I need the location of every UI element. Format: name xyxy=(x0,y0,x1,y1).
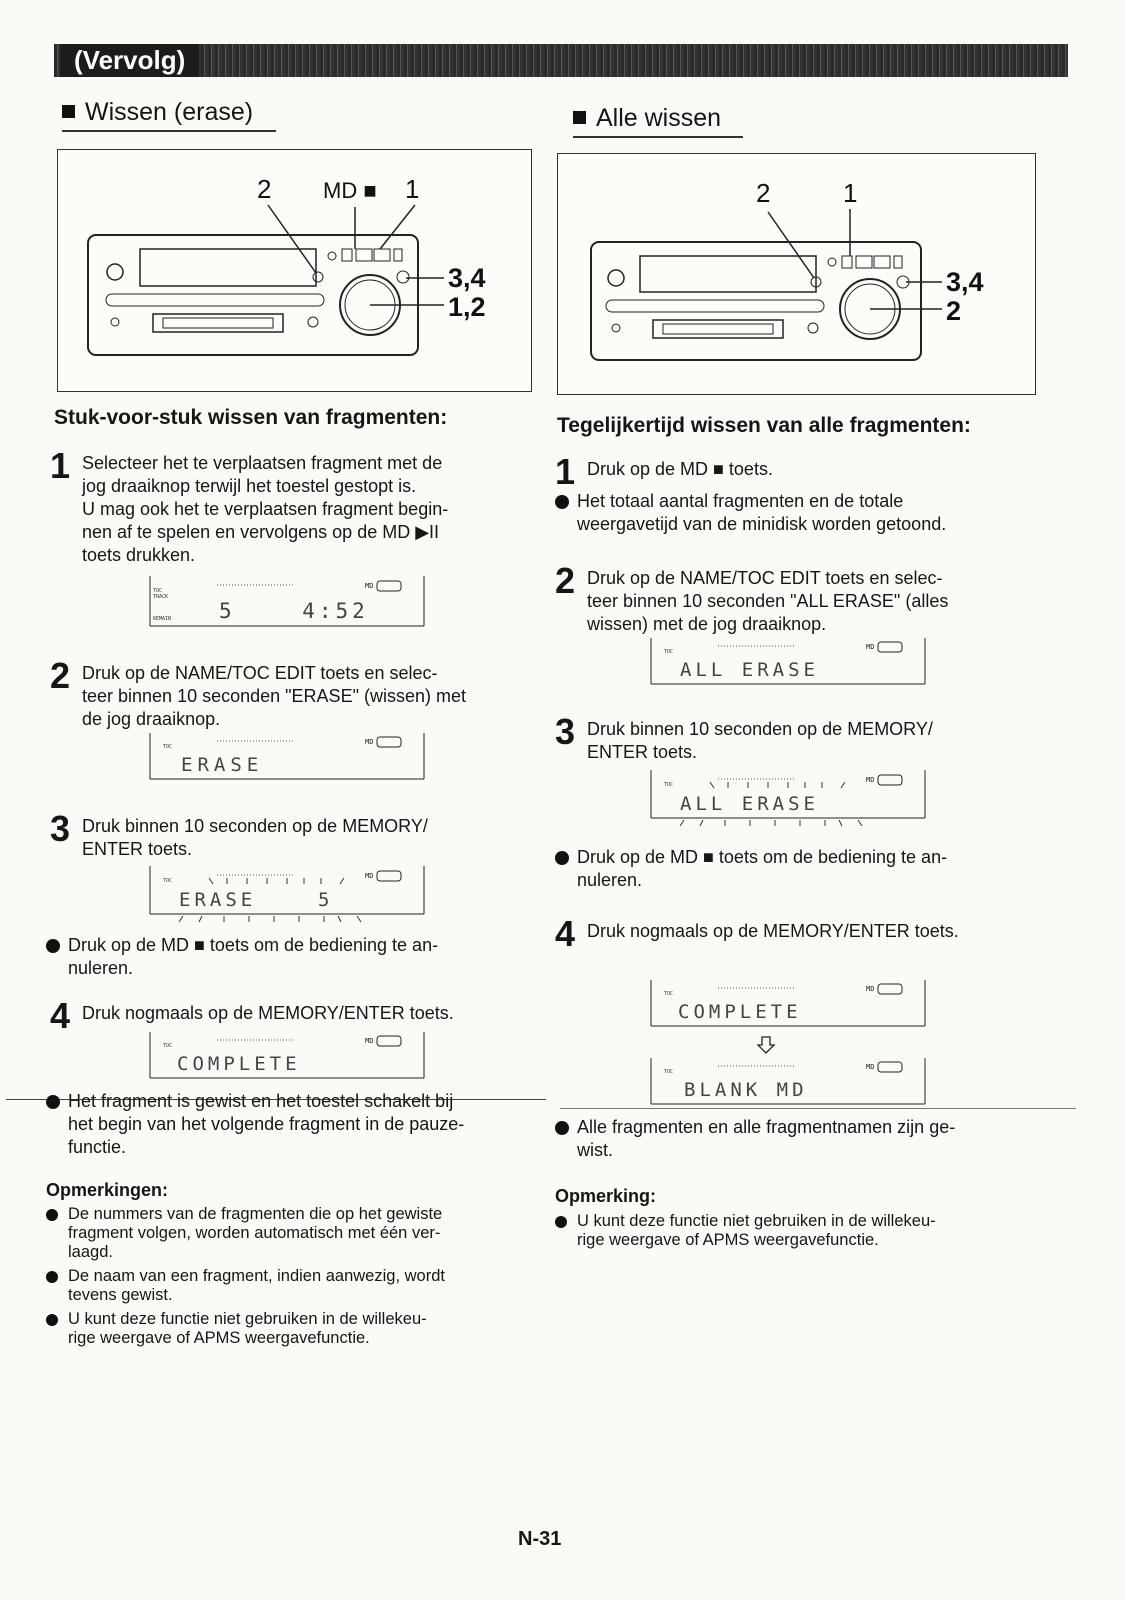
remark-line: laagd. xyxy=(68,1243,113,1261)
section-title-left xyxy=(62,98,276,132)
left-remark-2 xyxy=(46,1267,548,1305)
step-line: Druk binnen 10 seconden op de MEMORY/ xyxy=(82,816,428,836)
step-line: Druk op de NAME/TOC EDIT toets en selec- xyxy=(82,663,438,683)
header-bar xyxy=(54,44,1068,77)
page-number: N-31 xyxy=(518,1528,562,1550)
left-step-1 xyxy=(50,445,530,567)
step-number: 3 xyxy=(555,711,576,752)
right-step-1 xyxy=(555,451,1035,492)
lcd-display-right-3 xyxy=(650,980,926,1030)
lcd-toc-label: TOC xyxy=(664,1069,674,1075)
subtitle-left: Stuk-voor-stuk wissen van fragmenten: xyxy=(54,406,448,429)
lcd-toc-label: TOC xyxy=(664,649,674,655)
step-text xyxy=(50,452,530,567)
lcd-main-text: ALL ERASE xyxy=(680,659,819,681)
remark-line: tevens gewist. xyxy=(68,1286,173,1304)
lcd-remain-label: REMAIN xyxy=(153,616,172,622)
step-text xyxy=(555,567,1035,636)
step-text xyxy=(50,815,530,861)
bullet-line: wist. xyxy=(577,1140,613,1160)
remark-line: fragment volgen, worden automatisch met één ver- xyxy=(68,1224,441,1242)
step-number: 4 xyxy=(50,995,71,1036)
header-tab: (Vervolg) xyxy=(60,44,199,77)
step-text xyxy=(555,920,1035,943)
callout-1: 1 xyxy=(405,174,420,204)
step-text xyxy=(555,458,1035,481)
remark-line: U kunt deze functie niet gebruiken in de willekeu- xyxy=(577,1212,936,1230)
lcd-toc-label: TOC xyxy=(153,588,163,594)
lcd-main-text: ERASE xyxy=(181,754,264,776)
step-line: Druk binnen 10 seconden op de MEMORY/ xyxy=(587,719,933,739)
right-step-3 xyxy=(555,711,1035,764)
step-text xyxy=(555,718,1035,764)
right-bullet-cancel xyxy=(555,846,1057,892)
right-bullet-total xyxy=(555,490,1057,536)
lcd-toc-label: TOC xyxy=(163,878,173,884)
lcd-display-right-1 xyxy=(650,638,926,688)
section-title-left-text: Wissen (erase) xyxy=(85,98,254,126)
step-line: teer binnen 10 seconden "ALL ERASE" (alles xyxy=(587,591,949,611)
step-line: teer binnen 10 seconden "ERASE" (wissen) met xyxy=(82,686,466,706)
bullet-line: Het totaal aantal fragmenten en de totale xyxy=(577,491,904,511)
step-line: de jog draaiknop. xyxy=(82,709,221,729)
subtitle-right: Tegelijkertijd wissen van alle fragmenten: xyxy=(557,414,971,437)
remarks-title-right: Opmerking: xyxy=(555,1186,657,1206)
left-bullet-result xyxy=(46,1090,548,1159)
remark-line: rige weergave of APMS weergavefunctie. xyxy=(68,1329,370,1347)
callout-md-stop: MD ■ xyxy=(323,178,377,203)
lcd-display-right-4 xyxy=(650,1058,926,1108)
square-bullet-icon xyxy=(573,111,586,124)
step-line: Druk op de NAME/TOC EDIT toets en selec- xyxy=(587,568,943,588)
right-step-2 xyxy=(555,560,1035,636)
remark-line: De nummers van de fragmenten die op het gewiste xyxy=(68,1205,443,1223)
lcd-main-text: BLANK MD xyxy=(684,1079,808,1101)
section-title-right xyxy=(573,104,743,138)
step-line: jog draaiknop terwijl het toestel gestopt is. xyxy=(82,476,417,496)
divider-line xyxy=(560,1108,1076,1109)
lcd-main-text: ERASE 5 xyxy=(179,889,334,911)
lcd-main-text: ALL ERASE xyxy=(680,793,819,815)
lcd-toc-label: TOC xyxy=(163,744,173,750)
bullet-line: het begin van het volgende fragment in de pauze- xyxy=(68,1114,465,1134)
lcd-md-label: MD xyxy=(866,643,875,651)
lcd-display-left-4 xyxy=(149,1032,425,1082)
lcd-toc-label: TOC xyxy=(664,991,674,997)
lcd-md-label: MD xyxy=(365,738,374,746)
bullet-line: Het fragment is gewist en het toestel schakelt bij xyxy=(68,1091,454,1111)
step-line: nen af te spelen en vervolgens op de MD ▶II xyxy=(82,522,440,542)
arrow-down-icon xyxy=(756,1035,776,1055)
step-line: Druk nogmaals op de MEMORY/ENTER toets. xyxy=(82,1003,454,1023)
step-number: 1 xyxy=(555,451,576,492)
step-line: Selecteer het te verplaatsen fragment met de xyxy=(82,453,443,473)
step-line: Druk nogmaals op de MEMORY/ENTER toets. xyxy=(587,921,959,941)
lcd-track-label: TRACK xyxy=(153,594,169,600)
bullet-line: Alle fragmenten en alle fragmentnamen zijn ge- xyxy=(577,1117,956,1137)
step-number: 2 xyxy=(555,560,576,601)
callout-1: 1 xyxy=(843,178,858,208)
left-step-4 xyxy=(50,995,530,1036)
square-bullet-icon xyxy=(62,105,75,118)
left-bullet-cancel xyxy=(46,934,538,980)
left-step-2 xyxy=(50,655,530,731)
left-step-3 xyxy=(50,808,530,861)
device-figure-right xyxy=(557,153,1036,395)
callout-2: 2 xyxy=(756,178,771,208)
step-line: ENTER toets. xyxy=(82,839,193,859)
lcd-display-left-1 xyxy=(149,576,425,631)
remark-line: rige weergave of APMS weergavefunctie. xyxy=(577,1231,879,1249)
callout-34: 3,4 xyxy=(448,263,486,293)
lcd-main-text: COMPLETE xyxy=(678,1001,802,1023)
bullet-line: Druk op de MD ■ toets om de bediening te an- xyxy=(68,935,439,955)
callout-12: 1,2 xyxy=(448,292,486,322)
lcd-display-left-3 xyxy=(149,866,425,928)
device-illustration-left xyxy=(58,150,531,391)
section-title-right-text: Alle wissen xyxy=(596,104,722,132)
remarks-title-left: Opmerkingen: xyxy=(46,1180,169,1200)
lcd-md-label: MD xyxy=(866,776,875,784)
left-remark-1 xyxy=(46,1205,548,1262)
step-number: 2 xyxy=(50,655,71,696)
left-remark-3 xyxy=(46,1310,548,1348)
lcd-md-label: MD xyxy=(866,1063,875,1071)
lcd-toc-label: TOC xyxy=(664,782,674,788)
lcd-md-label: MD xyxy=(365,582,374,590)
lcd-md-label: MD xyxy=(365,1037,374,1045)
lcd-display-right-2 xyxy=(650,770,926,832)
device-illustration-right xyxy=(558,154,1035,394)
bullet-line: nuleren. xyxy=(68,958,134,978)
bullet-line: nuleren. xyxy=(577,870,643,890)
device-figure-left xyxy=(57,149,532,392)
lcd-md-label: MD xyxy=(365,872,374,880)
step-text xyxy=(50,1002,530,1025)
step-line: ENTER toets. xyxy=(587,742,698,762)
right-remark-1 xyxy=(555,1212,1057,1250)
callout-34: 3,4 xyxy=(946,267,984,297)
remark-line: De naam van een fragment, indien aanwezig, wordt xyxy=(68,1267,445,1285)
lcd-toc-label: TOC xyxy=(163,1043,173,1049)
lcd-main-text: 5 4:52 xyxy=(219,599,369,623)
step-line: Druk op de MD ■ toets. xyxy=(587,459,773,479)
callout-2: 2 xyxy=(257,174,272,204)
step-line: wissen) met de jog draaiknop. xyxy=(587,614,827,634)
remark-line: U kunt deze functie niet gebruiken in de willekeu- xyxy=(68,1310,427,1328)
bullet-line: weergavetijd van de minidisk worden getoond. xyxy=(577,514,947,534)
step-number: 4 xyxy=(555,913,576,954)
right-bullet-result xyxy=(555,1116,1057,1162)
step-line: U mag ook het te verplaatsen fragment begin- xyxy=(82,499,449,519)
step-number: 3 xyxy=(50,808,71,849)
bullet-line: Druk op de MD ■ toets om de bediening te an- xyxy=(577,847,948,867)
step-line: toets drukken. xyxy=(82,545,196,565)
right-step-4 xyxy=(555,913,1035,954)
lcd-display-left-2 xyxy=(149,733,425,783)
step-number: 1 xyxy=(50,445,71,486)
callout-2b: 2 xyxy=(946,296,962,326)
lcd-main-text: COMPLETE xyxy=(177,1053,301,1075)
step-text xyxy=(50,662,530,731)
bullet-line: functie. xyxy=(68,1137,127,1157)
lcd-md-label: MD xyxy=(866,985,875,993)
